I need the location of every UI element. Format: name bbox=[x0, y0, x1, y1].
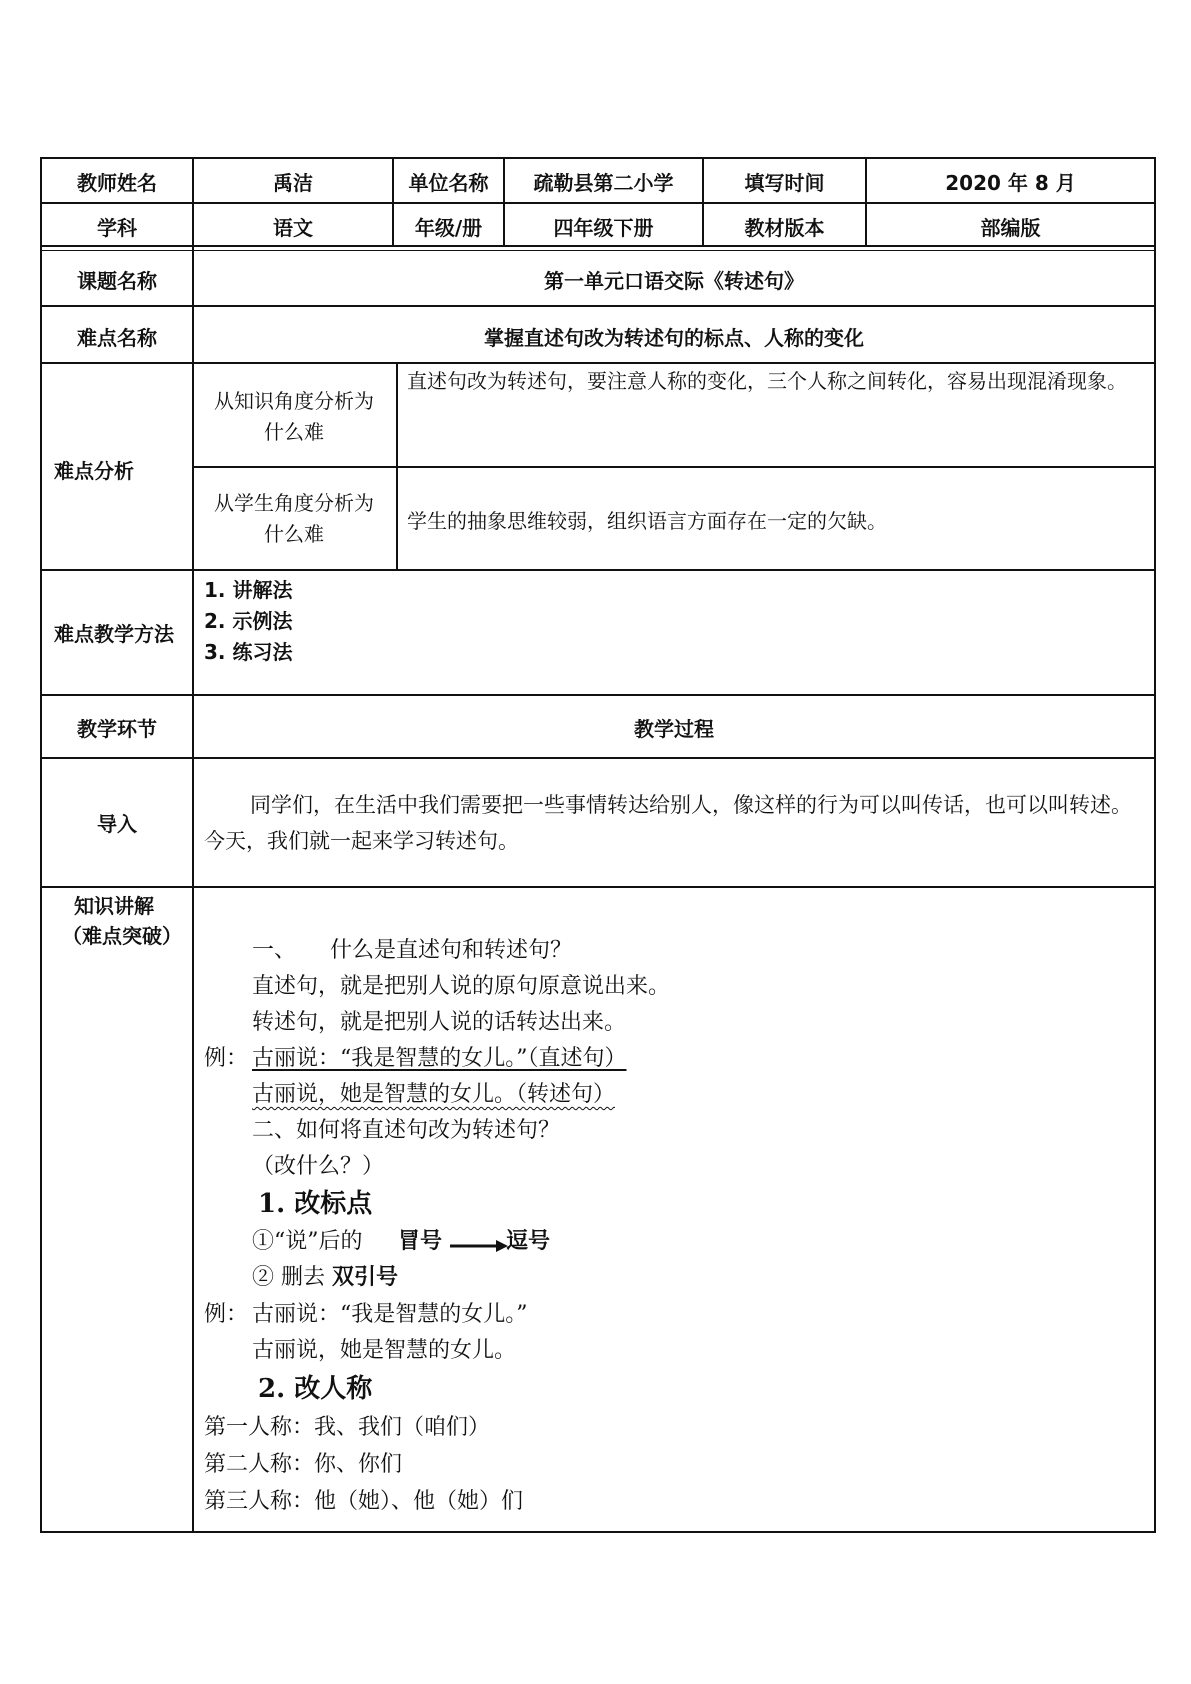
teacher-name-label: 教师姓名 bbox=[77, 171, 157, 195]
textbook-label: 教材版本 bbox=[744, 216, 825, 240]
row-line bbox=[40, 245, 1156, 247]
third-person: 第三人称：他（她）、他（她）们 bbox=[204, 1489, 524, 1514]
knowledge-angle-text: 直述句改为转述句，要注意人称的变化，三个人称之间转化，容易出现混淆现象。 bbox=[407, 369, 1127, 393]
question-1-number: 一、 bbox=[252, 938, 297, 963]
methods-label: 难点教学方法 bbox=[54, 622, 174, 646]
question-1-text: 什么是直述句和转述句？ bbox=[330, 938, 573, 963]
method-item: 1. 讲解法 bbox=[204, 578, 293, 602]
example-prefix: 例： bbox=[204, 1046, 249, 1071]
fill-date-label: 填写时间 bbox=[744, 171, 825, 195]
knowledge-label-sub: （难点突破） bbox=[62, 924, 182, 948]
stage-label: 教学环节 bbox=[77, 717, 157, 741]
topic-value: 第一单元口语交际《转述句》 bbox=[544, 269, 804, 293]
row-line bbox=[193, 466, 1156, 468]
teacher-name-value: 禹洁 bbox=[273, 171, 313, 195]
process-label: 教学过程 bbox=[634, 717, 714, 741]
row-line bbox=[40, 250, 1156, 251]
school-value: 疏勒县第二小学 bbox=[533, 171, 674, 195]
difficulty-label: 难点名称 bbox=[77, 326, 157, 350]
row-line bbox=[40, 886, 1156, 888]
difficulty-value: 掌握直述句改为转述句的标点、人称的变化 bbox=[484, 326, 864, 350]
example-indirect-sentence: 古丽说，她是智慧的女儿。（转述句） bbox=[252, 1082, 616, 1107]
example-2-direct: 古丽说：“我是智慧的女儿。” bbox=[252, 1302, 528, 1327]
subject-value: 语文 bbox=[273, 216, 313, 240]
method-item: 3. 练习法 bbox=[204, 640, 293, 664]
example-prefix: 例： bbox=[204, 1302, 249, 1327]
analysis-label: 难点分析 bbox=[54, 459, 134, 483]
topic-label: 课题名称 bbox=[77, 269, 157, 293]
step-1-b-prefix: ② 删去 bbox=[252, 1265, 325, 1290]
row-line bbox=[40, 362, 1156, 364]
fill-date-value: 2020 年 8 月 bbox=[945, 171, 1076, 195]
row-line bbox=[40, 202, 1156, 204]
table-border-top bbox=[40, 157, 1156, 159]
row-line bbox=[40, 569, 1156, 571]
textbook-value: 部编版 bbox=[980, 216, 1041, 240]
grade-label: 年级/册 bbox=[414, 216, 483, 240]
colon-term: 冒号 bbox=[398, 1228, 443, 1254]
intro-label: 导入 bbox=[97, 812, 137, 836]
definition-indirect: 转述句，就是把别人说的话转达出来。 bbox=[252, 1010, 627, 1035]
step-2-title: 2. 改人称 bbox=[258, 1374, 373, 1404]
row-line bbox=[40, 757, 1156, 759]
table-border-bottom bbox=[40, 1531, 1156, 1533]
row-line bbox=[40, 694, 1156, 696]
question-2-hint: （改什么？） bbox=[252, 1154, 385, 1179]
knowledge-label: 知识讲解 bbox=[74, 894, 154, 918]
col-line bbox=[396, 362, 398, 571]
arrow-right-icon bbox=[450, 1238, 508, 1254]
comma-term: 逗号 bbox=[506, 1228, 551, 1254]
example-2-indirect: 古丽说，她是智慧的女儿。 bbox=[252, 1338, 517, 1363]
knowledge-angle-label: 从知识角度分析为什么难 bbox=[214, 389, 374, 444]
student-angle-text: 学生的抽象思维较弱，组织语言方面存在一定的欠缺。 bbox=[407, 509, 887, 533]
question-2: 二、如何将直述句改为转述句？ bbox=[252, 1118, 561, 1143]
second-person: 第二人称：你、你们 bbox=[204, 1452, 403, 1477]
example-direct-sentence: 古丽说：“我是智慧的女儿。”（直述句） bbox=[252, 1046, 627, 1071]
definition-direct: 直述句，就是把别人说的原句原意说出来。 bbox=[252, 974, 671, 999]
row-line bbox=[40, 305, 1156, 307]
method-item: 2. 示例法 bbox=[204, 609, 293, 633]
first-person: 第一人称：我、我们（咱们） bbox=[204, 1415, 491, 1440]
subject-label: 学科 bbox=[97, 216, 137, 240]
col-line bbox=[192, 157, 194, 1533]
grade-value: 四年级下册 bbox=[553, 216, 654, 240]
school-label: 单位名称 bbox=[408, 171, 489, 195]
step-1-a-prefix: ①“说”后的 bbox=[252, 1229, 363, 1254]
step-1-title: 1. 改标点 bbox=[258, 1189, 373, 1219]
student-angle-label: 从学生角度分析为什么难 bbox=[214, 491, 374, 546]
double-quotes-term: 双引号 bbox=[332, 1264, 399, 1290]
intro-text: 同学们，在生活中我们需要把一些事情转达给别人，像这样的行为可以叫传话，也可以叫转述。今天，我们就一起来学习转述句。 bbox=[204, 793, 1132, 853]
